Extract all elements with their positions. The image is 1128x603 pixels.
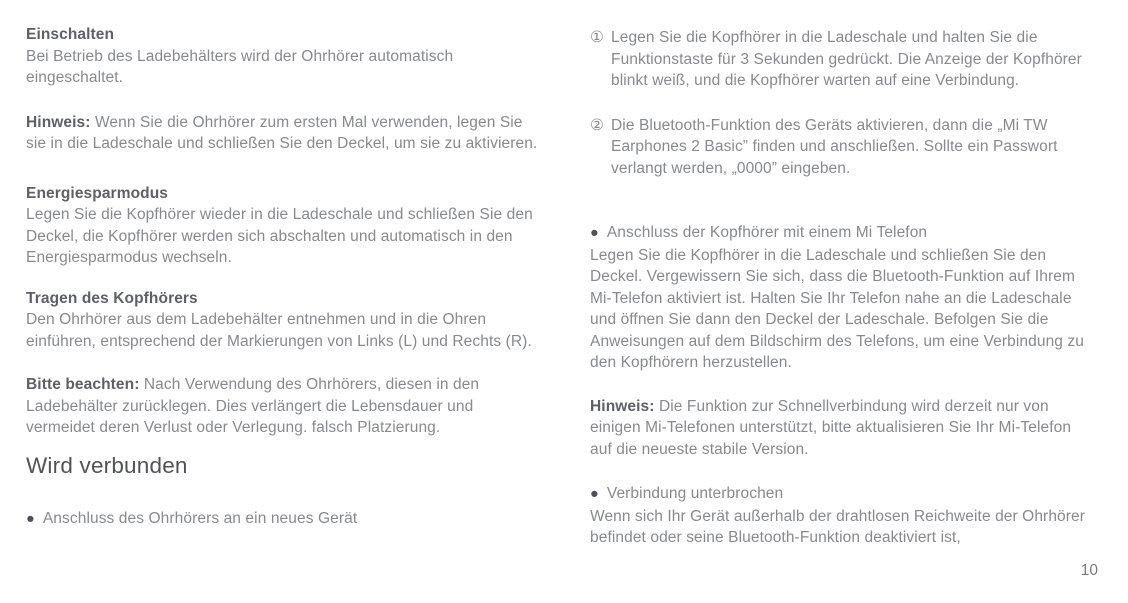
section-verbindung-unterbrochen: [590, 483, 1092, 549]
paragraph-energiesparmodus: Legen Sie die Kopfhörer wieder in die Ladeschale und schließen Sie den Deckel, die Kopfhörer werden sich abschalten und automatisch in den Energiesparmodus wechseln.: [26, 206, 533, 266]
paragraph-note-beachten: [26, 374, 540, 439]
bullet-item-label: Anschluss des Ohrhörers an ein neues Gerät: [42, 509, 358, 527]
note-first-use: [26, 112, 540, 155]
note-label: Bitte beachten:: [26, 376, 140, 393]
right-column: [590, 27, 1092, 549]
step-2: [590, 115, 1092, 180]
section-heading-energiesparmodus: Energiesparmodus: [26, 184, 169, 202]
note-label: Hinweis:: [590, 397, 655, 415]
section-tragen: [26, 288, 540, 353]
paragraph-note-schnellverbindung: [590, 396, 1092, 461]
note-text: Nach Verwendung des Ohrhörers, diesen in den Ladebehälter zurücklegen. Dies verlängert die Lebensdauer und vermeidet deren Verlust oder Verlegung. falsch Platzierung.: [26, 376, 480, 436]
paragraph-note-first-use: [26, 112, 540, 155]
section-heading-einschalten: Einschalten: [26, 26, 115, 43]
bullet-item-verbindung-unterbrochen: [590, 483, 1092, 506]
bullet-icon: ●: [26, 510, 35, 527]
paragraph-verbindung-unterbrochen: Wenn sich Ihr Gerät außerhalb der drahtlosen Reichweite der Ohrhörer befindet oder seine Bluetooth-Funktion deaktiviert ist,: [590, 507, 1086, 546]
section-energiesparmodus: [26, 183, 540, 269]
paragraph-mi-telefon: Legen Sie die Kopfhörer in die Ladeschale und schließen Sie den Deckel. Vergewissern Sie sich, dass die Bluetooth-Funktion auf Ihrem Mi-Telefon aktiviert ist. Halten Sie Ihr Telefon nahe an die Ladeschale und öffnen Sie dann den Deckel der Ladeschale. Befolgen Sie die Anweisungen auf dem Bildschirm des Telefons, um eine Verbindung zu den Kopfhörern herzustellen.: [590, 246, 1084, 371]
step-1-text: Legen Sie die Kopfhörer in die Ladeschale und halten Sie die Funktionstaste für 3 Sekunden gedrückt. Die Anzeige der Kopfhörer blinkt weiß, und die Kopfhörer warten auf eine Verbindung.: [611, 29, 1082, 89]
note-text: Wenn Sie die Ohrhörer zum ersten Mal verwenden, legen Sie sie in die Ladeschale und schließen Sie den Deckel, um sie zu aktivieren.: [26, 113, 538, 152]
page-number: 10: [1080, 562, 1098, 579]
paragraph-tragen: Den Ohrhörer aus dem Ladebehälter entnehmen und in die Ohren einführen, entsprechend der Markierungen von Links (L) und Rechts (R).: [26, 311, 532, 350]
step-2-text: Die Bluetooth-Funktion des Geräts aktivieren, dann die „Mi TW Earphones 2 Basic” finden und anschließen. Sollte ein Passwort verlangt werden, „0000” eingeben.: [611, 116, 1058, 177]
bullet-item-label: Anschluss der Kopfhörer mit einem Mi Telefon: [606, 224, 928, 241]
bullet-item-neues-geraet: [26, 508, 540, 531]
bullet-icon: ●: [590, 225, 599, 241]
circled-1-icon: ①: [590, 29, 604, 46]
bullet-item-mi-telefon: [590, 222, 1092, 245]
note-label: Hinweis:: [26, 113, 91, 131]
section-einschalten: [26, 24, 540, 89]
section-mi-telefon: [590, 222, 1092, 374]
bullet-icon: ●: [590, 486, 599, 502]
page-title-wird-verbunden: Wird verbunden: [26, 452, 188, 478]
circled-2-icon: ②: [590, 116, 604, 134]
paragraph-einschalten: Bei Betrieb des Ladebehälters wird der Ohrhörer automatisch eingeschaltet.: [26, 47, 454, 86]
bullet-item-label: Verbindung unterbrochen: [606, 485, 784, 502]
section-heading-tragen: Tragen des Kopfhörers: [26, 289, 198, 307]
left-column: [26, 24, 540, 530]
step-1: [590, 27, 1092, 92]
note-text: Die Funktion zur Schnellverbindung wird derzeit nur von einigen Mi-Telefonen unterstützt, bitte aktualisieren Sie Ihr Mi-Telefon auf die neueste stabile Version.: [590, 397, 1072, 458]
note-schnellverbindung: [590, 396, 1092, 461]
note-beachten: [26, 374, 540, 439]
